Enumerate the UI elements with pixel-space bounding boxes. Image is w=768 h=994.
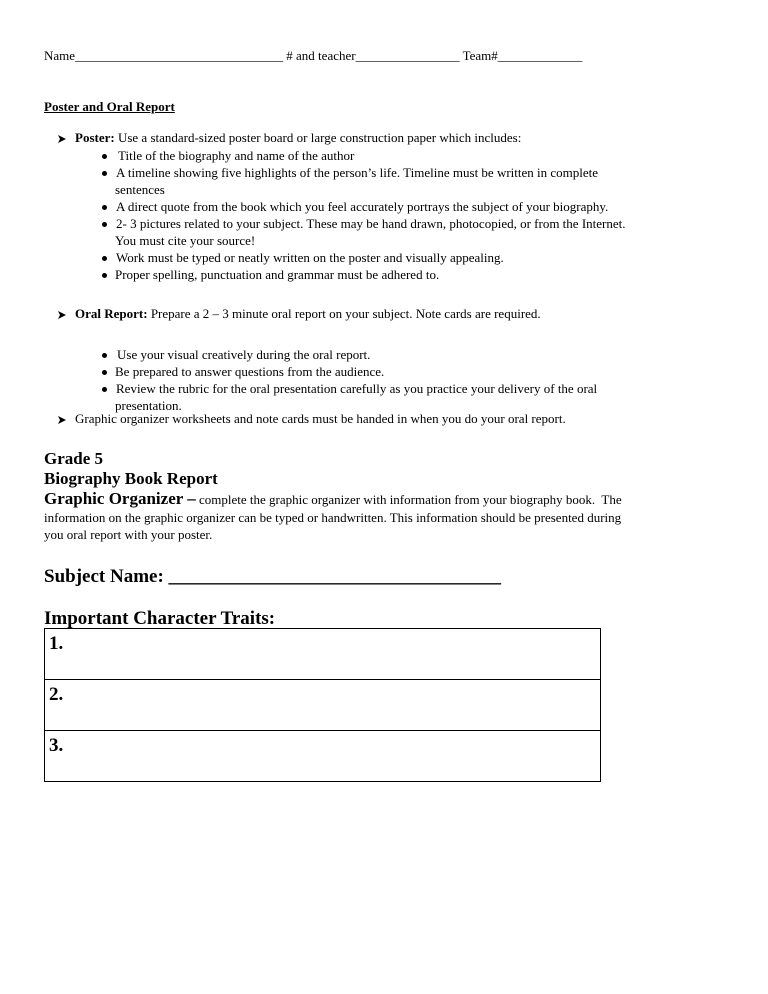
bullet-icon xyxy=(102,273,107,278)
organizer-text: complete the graphic organizer with information from your biography book. The xyxy=(195,492,622,507)
poster-item-continued: sentences xyxy=(115,182,165,197)
poster-item: Work must be typed or neatly written on the poster and visually appealing. xyxy=(116,250,504,265)
bullet-icon xyxy=(102,353,107,358)
subject-name-field: Subject Name: ___________________________________ xyxy=(44,566,502,587)
character-traits-table xyxy=(44,628,601,782)
poster-item: Title of the biography and name of the author xyxy=(118,148,355,163)
poster-intro-text: Use a standard-sized poster board or large construction paper which includes: xyxy=(114,130,522,145)
trait-cell[interactable]: 2. xyxy=(45,680,601,731)
oral-item-continued: presentation. xyxy=(115,398,182,413)
grade-heading: Grade 5 xyxy=(44,449,104,468)
bullet-icon xyxy=(102,222,107,227)
poster-label: Poster: xyxy=(75,130,115,145)
bullet-icon xyxy=(102,171,107,176)
bullet-icon xyxy=(102,205,107,210)
oral-item: Use your visual creatively during the oral report. xyxy=(117,347,371,362)
poster-item: 2- 3 pictures related to your subject. These may be hand drawn, photocopied, or from the Internet. xyxy=(116,216,626,231)
bullet-icon xyxy=(102,370,107,375)
organizer-intro xyxy=(44,489,622,509)
poster-intro xyxy=(75,130,521,146)
organizer-text-line3: you oral report with your poster. xyxy=(44,527,213,542)
bullet-icon xyxy=(102,387,107,392)
trait-row xyxy=(45,680,601,731)
oral-item: Be prepared to answer questions from the audience. xyxy=(115,364,385,379)
report-title: Biography Book Report xyxy=(44,469,218,488)
bullet-icon xyxy=(102,154,107,159)
trait-row xyxy=(45,731,601,782)
organizer-label: Graphic Organizer – xyxy=(44,489,196,508)
oral-item: Review the rubric for the oral presentation carefully as you practice your delivery of the oral xyxy=(116,381,598,396)
section-title: Poster and Oral Report xyxy=(44,99,175,114)
trait-cell[interactable]: 3. xyxy=(45,731,601,782)
trait-cell[interactable]: 1. xyxy=(45,629,601,680)
organizer-text-line2: information on the graphic organizer can be typed or handwritten. This information should be presented during xyxy=(44,510,622,525)
poster-item: Proper spelling, punctuation and grammar must be adhered to. xyxy=(115,267,440,282)
name-teacher-team-line: Name________________________________ # and teacher________________ Team#_____________ xyxy=(44,48,583,63)
poster-item-continued: You must cite your source! xyxy=(115,233,256,248)
traits-title: Important Character Traits: xyxy=(44,608,276,629)
poster-item: A timeline showing five highlights of the person’s life. Timeline must be written in complete xyxy=(116,165,599,180)
bullet-icon xyxy=(102,256,107,261)
trait-row xyxy=(45,629,601,680)
oral-intro xyxy=(75,306,541,322)
handin-note: Graphic organizer worksheets and note cards must be handed in when you do your oral report. xyxy=(75,411,566,426)
oral-intro-text: Prepare a 2 – 3 minute oral report on your subject. Note cards are required. xyxy=(147,306,541,321)
oral-label: Oral Report: xyxy=(75,306,148,321)
poster-item: A direct quote from the book which you feel accurately portrays the subject of your biography. xyxy=(116,199,609,214)
